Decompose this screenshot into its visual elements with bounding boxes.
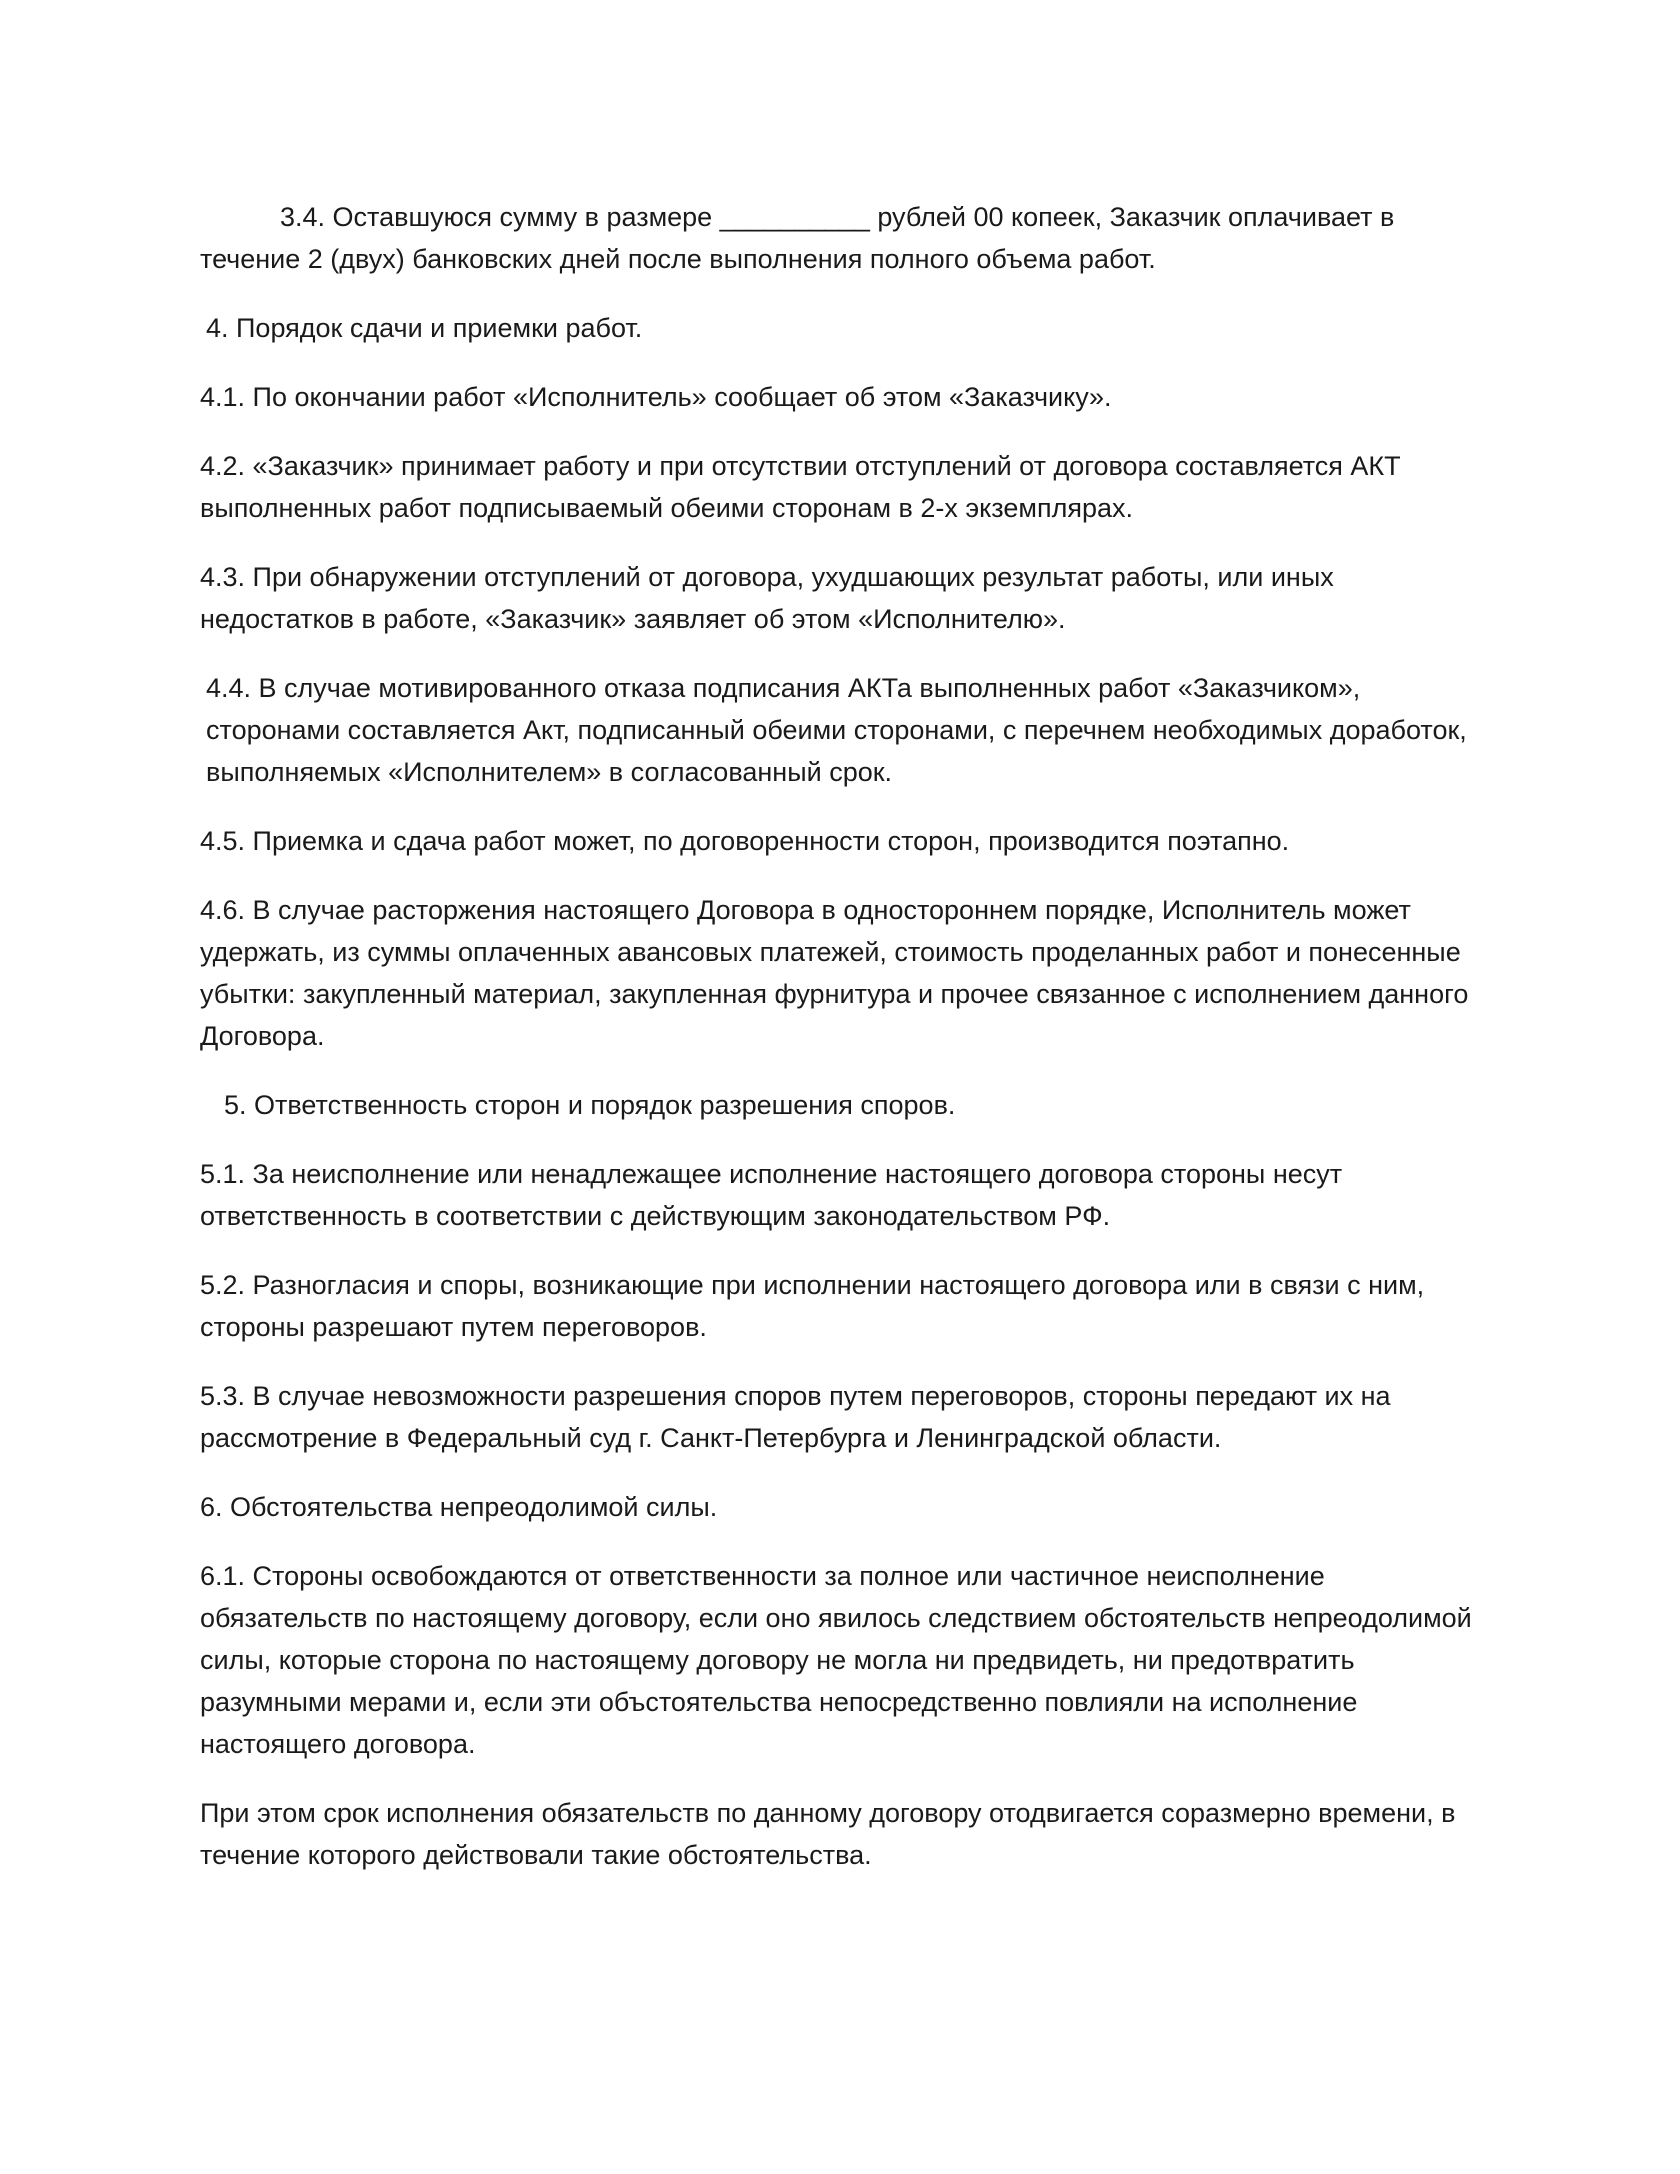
paragraph-4-4: 4.4. В случае мотивированного отказа подписания АКТа выполненных работ «Заказчиком», сторонами составляется Акт, подписанный обеими сторонами, с перечнем необходимых доработок, выполняемых «Исполнителем» в согласованный срок. (206, 673, 1467, 787)
section-heading-4: 4. Порядок сдачи и приемки работ. (206, 313, 643, 343)
paragraph-6-1: 6.1. Стороны освобождаются от ответственности за полное или частичное неисполнение обязательств по настоящему договору, если оно явилось следствием обстоятельств непреодолимой силы, которые сторона по настоящему договору не могла ни предвидеть, ни предотвратить разумными мерами и, если эти объстоятельства непосредственно повлияли на исполнение настоящего договора. (200, 1561, 1472, 1759)
paragraph-5-2: 5.2. Разногласия и споры, возникающие при исполнении настоящего договора или в связи с ним, стороны разрешают путем переговоров. (200, 1270, 1425, 1342)
paragraph-3-4: 3.4. Оставшуюся сумму в размере __________ рублей 00 копеек, Заказчик оплачивает в течение 2 (двух) банковских дней после выполнения полного объема работ. (200, 202, 1395, 274)
paragraph-4-5: 4.5. Приемка и сдача работ может, по договоренности сторон, производится поэтапно. (200, 826, 1290, 856)
paragraph-5-1: 5.1. За неисполнение или ненадлежащее исполнение настоящего договора стороны несут ответственность в соответствии с действующим законодательством РФ. (200, 1159, 1343, 1231)
paragraph-5-3: 5.3. В случае невозможности разрешения споров путем переговоров, стороны передают их на рассмотрение в Федеральный суд г. Санкт-Петербурга и Ленинградской области. (200, 1381, 1391, 1453)
paragraph-6-1-continued: При этом срок исполнения обязательств по данному договору отодвигается соразмерно времени, в течение которого действовали такие обстоятельства. (200, 1798, 1456, 1870)
document-body (200, 196, 1490, 1903)
paragraph-4-6: 4.6. В случае расторжения настоящего Договора в одностороннем порядке, Исполнитель может удержать, из суммы оплаченных авансовых платежей, стоимость проделанных работ и понесенные убытки: закупленный материал, закупленная фурнитура и прочее связанное с исполнением данного Договора. (200, 895, 1469, 1051)
paragraph-4-3: 4.3. При обнаружении отступлений от договора, ухудшающих результат работы, или иных недостатков в работе, «Заказчик» заявляет об этом «Исполнителю». (200, 562, 1334, 634)
section-heading-6: 6. Обстоятельства непреодолимой силы. (200, 1492, 718, 1522)
section-heading-5: 5. Ответственность сторон и порядок разрешения споров. (224, 1090, 956, 1120)
paragraph-4-1: 4.1. По окончании работ «Исполнитель» сообщает об этом «Заказчику». (200, 382, 1112, 412)
paragraph-4-2: 4.2. «Заказчик» принимает работу и при отсутствии отступлений от договора составляется АКТ выполненных работ подписываемый обеими сторонам в 2-х экземплярах. (200, 451, 1401, 523)
